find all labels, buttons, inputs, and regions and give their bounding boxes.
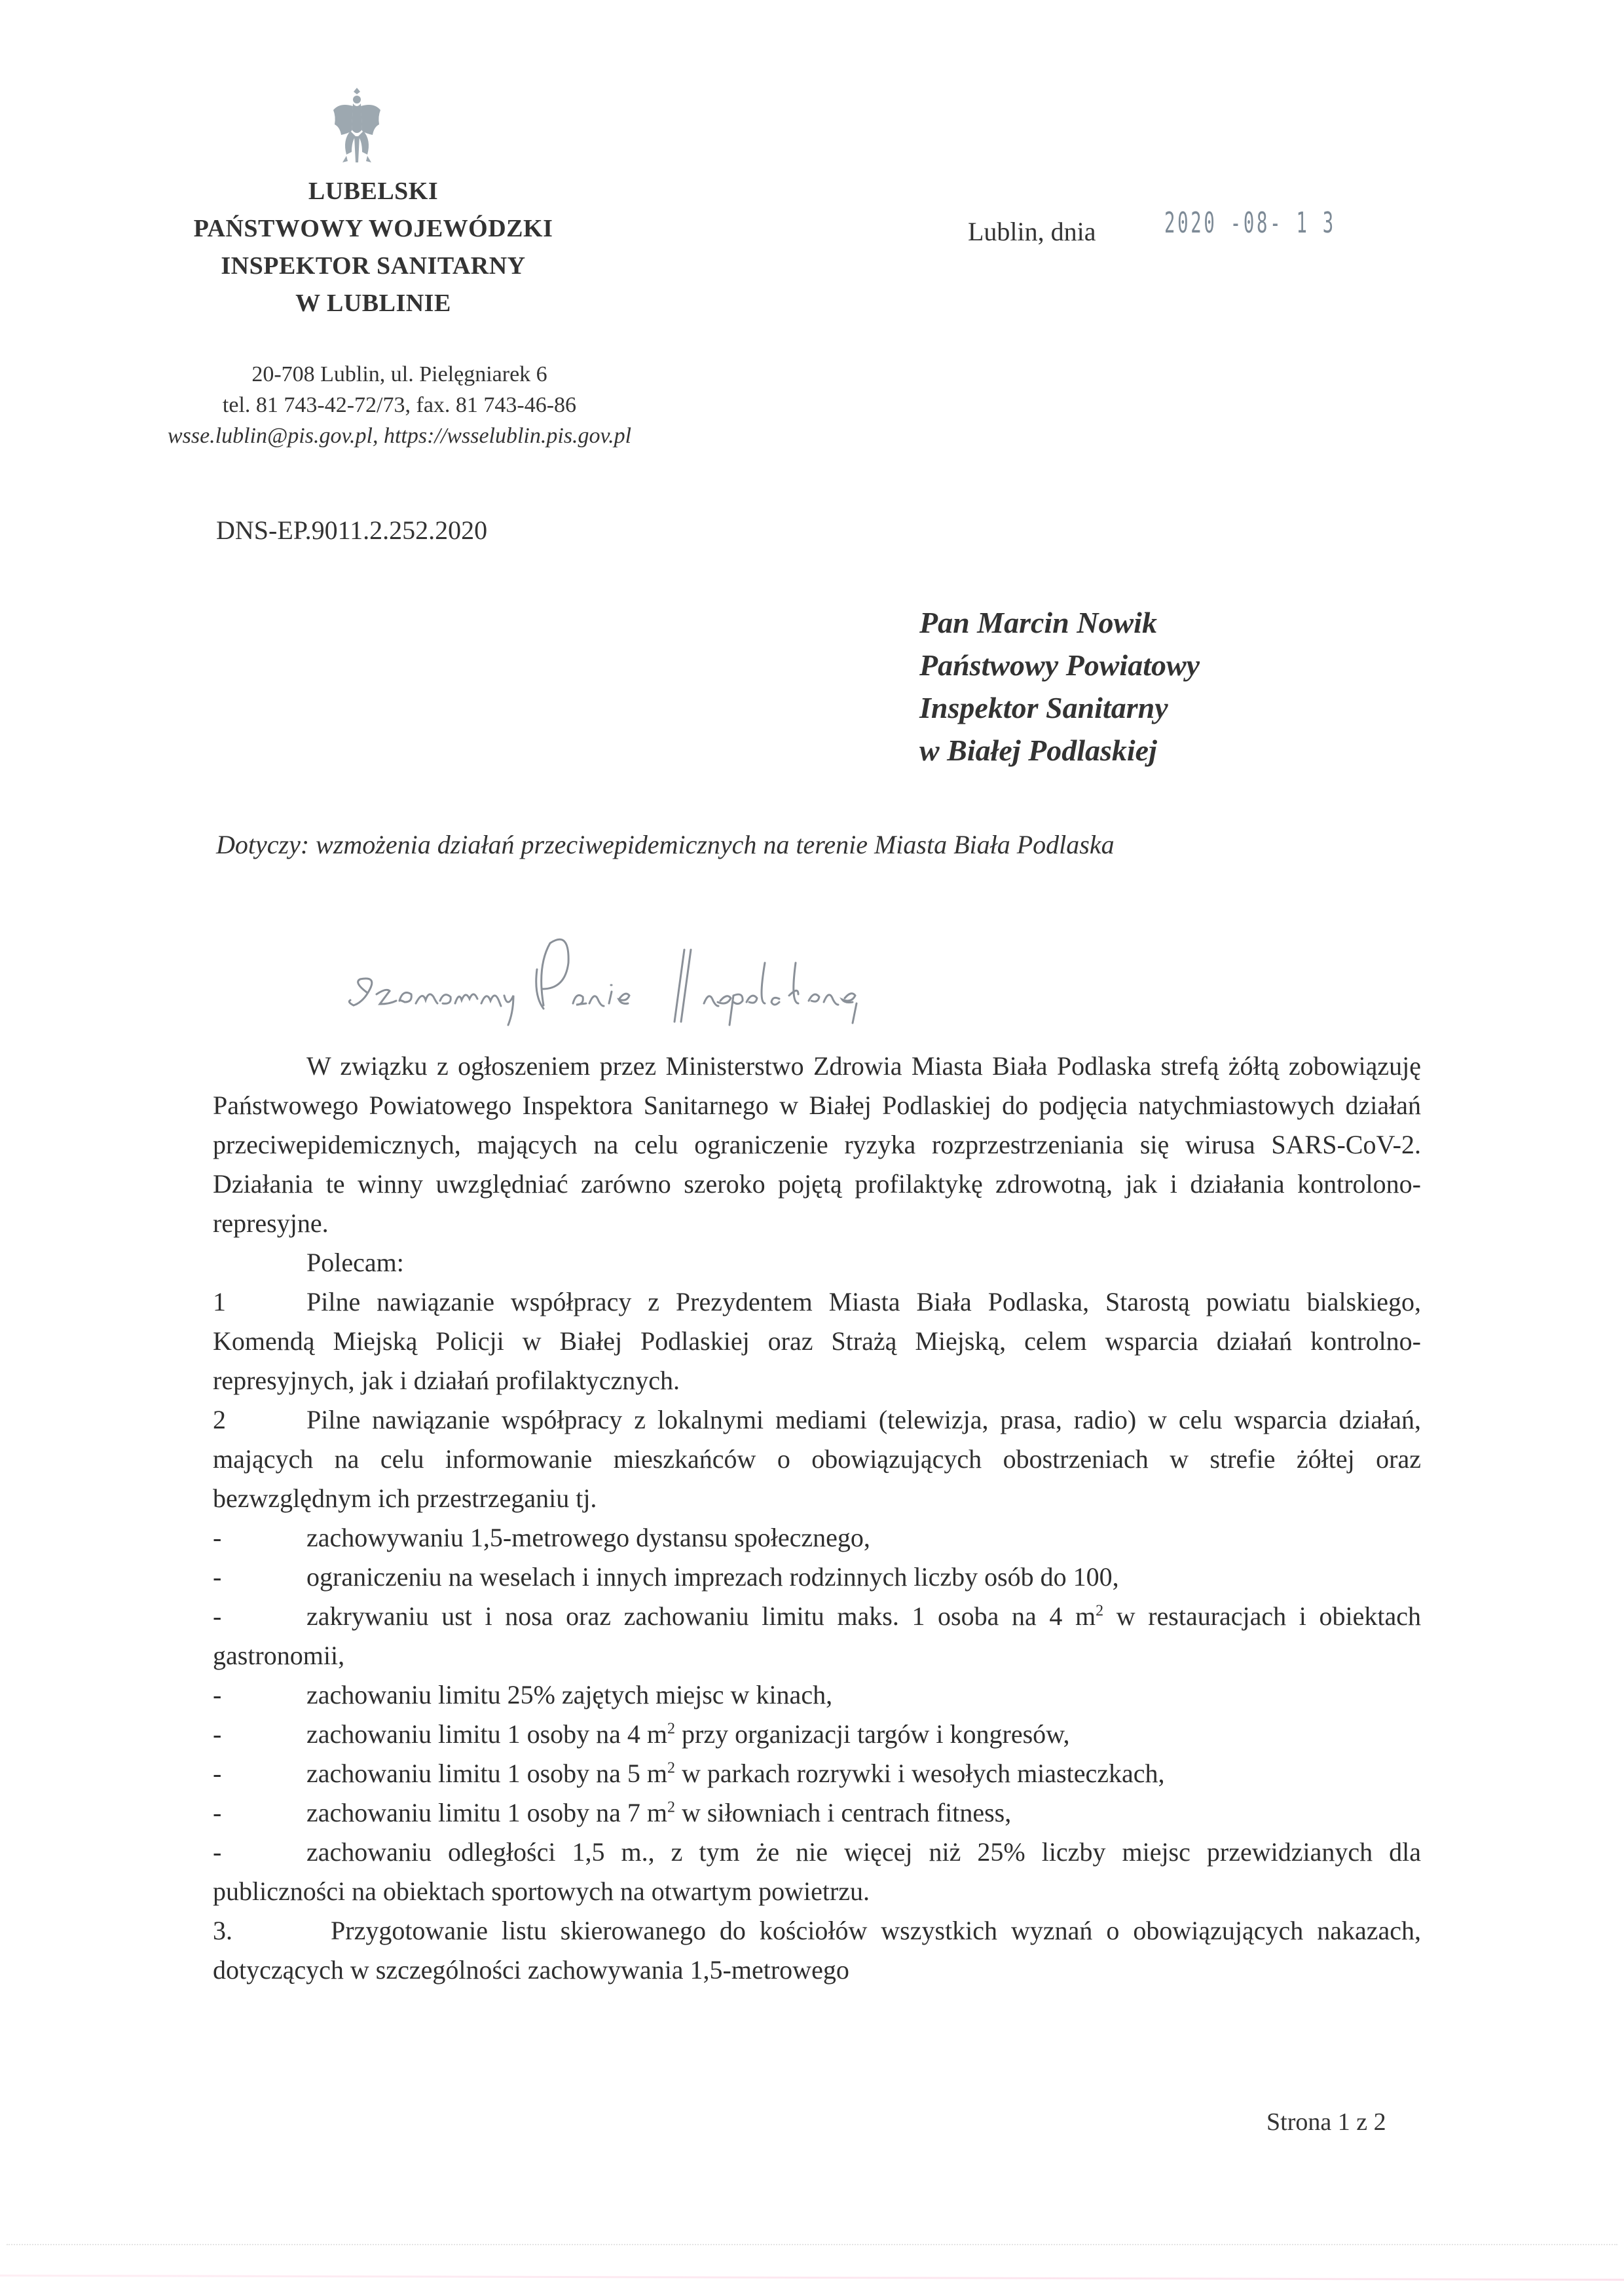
reference-number: DNS-EP.9011.2.252.2020 [216, 515, 488, 545]
bullet-item: - zachowaniu limitu 25% zajętych miejsc w kinach, [213, 1680, 833, 1709]
item-number: 3. [213, 1916, 232, 1945]
date-stamp: 2020 -08- 1 3 [1164, 206, 1336, 240]
bullet-item: - zachowaniu odległości 1,5 m., z tym że nie więcej niż 25% liczby miejsc przewidzianych dla publiczności na obiektach sportowych na otwartym powietrzu. [213, 1837, 1421, 1906]
scan-artifact-line [0, 2275, 1624, 2281]
addressee-line: Inspektor Sanitarny [919, 691, 1168, 724]
scan-artifact-divider [7, 2244, 1617, 2247]
item-number: 2 [213, 1405, 226, 1434]
bullet-item: - ograniczeniu na weselach i innych imprezach rodzinnych liczby osób do 100, [213, 1562, 1119, 1592]
polish-eagle-emblem-icon [331, 85, 383, 170]
letter-body [213, 1047, 1421, 1990]
item-text: Pilne nawiązanie współpracy z lokalnymi mediami (telewizja, prasa, radio) w celu wsparcia działań, mających na celu informowanie mieszkańców o obowiązujących obostrzeniach w strefie żółtej oraz bezwzględnym ich przestrzeganiu tj. [213, 1405, 1421, 1513]
polecam-label: Polecam: [306, 1248, 404, 1277]
sender-email-web: wsse.lublin@pis.gov.pl, https://wsselublin.pis.gov.pl [167, 424, 632, 448]
sender-contact [118, 359, 681, 451]
addressee-line: Pan Marcin Nowik [919, 606, 1157, 639]
addressee-line: w Białej Podlaskiej [919, 734, 1157, 767]
addressee-line: Państwowy Powiatowy [919, 648, 1200, 682]
sender-organization [151, 173, 596, 322]
org-line: INSPEKTOR SANITARNY [221, 252, 526, 280]
item-text: Przygotowanie listu skierowanego do kościołów wszystkich wyznań o obowiązujących nakazach, dotyczących w szczególności zachowywania 1,5-metrowego [213, 1916, 1421, 1985]
org-line: W LUBLINIE [295, 289, 451, 317]
bullet-item: - zachowaniu limitu 1 osoby na 7 $m^2$ w siłowniach i centrach fitness, [213, 1798, 1012, 1827]
addressee-block [919, 601, 1200, 772]
sender-address: 20-708 Lublin, ul. Pielęgniarek 6 [251, 362, 547, 386]
item-number: 1 [213, 1287, 226, 1316]
bullet-item: - zachowaniu limitu 1 osoby na 5 $m^2$ w parkach rozrywki i wesołych miasteczkach, [213, 1759, 1165, 1788]
page-number: Strona 1 z 2 [1266, 2108, 1386, 2136]
handwritten-salutation [327, 930, 1244, 1028]
org-line: LUBELSKI [308, 177, 439, 205]
sender-phone-fax: tel. 81 743-42-72/73, fax. 81 743-46-86 [222, 393, 577, 417]
intro-paragraph: W związku z ogłoszeniem przez Ministerstwo Zdrowia Miasta Biała Podlaska strefą żółtą zobowiązuję Państwowego Powiatowego Inspektora Sanitarnego w Białej Podlaskiej do podjęcia natychmiastowych działań przeciwepidemicznych, mających na celu ograniczenie ryzyka rozprzestrzeniania się wirusa SARS-CoV-2. Działania te winny uwzględniać zarówno szeroko pojętą profilaktykę zdrowotną, jak i działania kontrolono-represyjne. [213, 1051, 1421, 1238]
place-label: Lublin, dnia [968, 217, 1096, 246]
subject-line: Dotyczy: wzmożenia działań przeciwepidemicznych na terenie Miasta Biała Podlaska [216, 830, 1115, 859]
bullet-item: - zachowywaniu 1,5-metrowego dystansu społecznego, [213, 1523, 870, 1552]
directive-item-3 [213, 1911, 1421, 1990]
bullet-item: - zakrywaniu ust i nosa oraz zachowaniu limitu maks. 1 osoba na 4 $m^2$ w restauracjach i obiektach gastronomii, [213, 1601, 1421, 1670]
directive-item-1 [213, 1282, 1421, 1400]
bullet-item: - zachowaniu limitu 1 osoby na 4 $m^2$ przy organizacji targów i kongresów, [213, 1719, 1070, 1749]
directive-item-2 [213, 1400, 1421, 1518]
org-line: PAŃSTWOWY WOJEWÓDZKI [193, 215, 553, 242]
item-text: Pilne nawiązanie współpracy z Prezydentem Miasta Biała Podlaska, Starostą powiatu bialskiego, Komendą Miejską Policji w Białej Podlaskiej oraz Strażą Miejską, celem wsparcia działań kontrolno-represyjnych, jak i działań profilaktycznych. [213, 1287, 1421, 1395]
